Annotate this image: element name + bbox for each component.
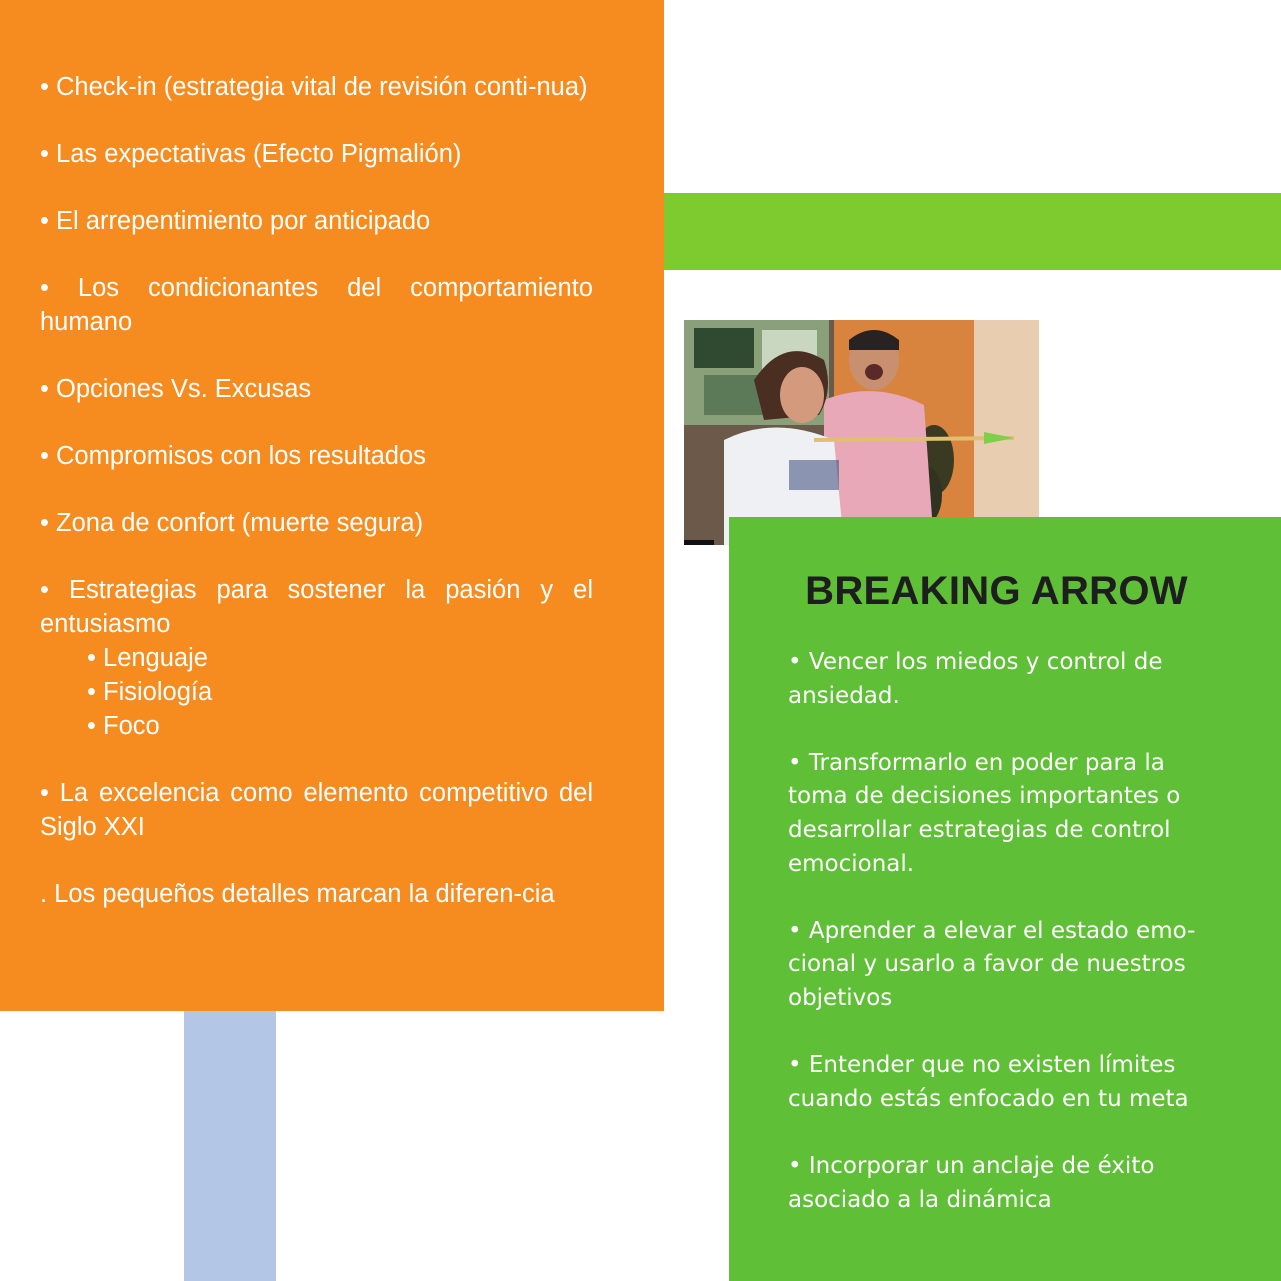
- list-item: • Entender que no existen límites cuando estás enfocado en tu meta: [788, 1052, 1189, 1112]
- decorative-green-stripe: [664, 193, 1281, 270]
- list-item: • Las expectativas (Efecto Pigmalión): [40, 140, 462, 168]
- list-item: • Los condicionantes del comportamiento humano: [40, 274, 593, 336]
- list-item: • Transformarlo en poder para la toma de decisiones importantes o desarrollar estrategias de control emocional.: [788, 749, 1181, 877]
- list-item: • El arrepentimiento por anticipado: [40, 207, 431, 235]
- list-item: • Opciones Vs. Excusas: [40, 375, 312, 403]
- sub-list-item: • Foco: [87, 712, 160, 740]
- breaking-arrow-panel: [729, 517, 1281, 1281]
- sub-list-wrapper: [40, 641, 593, 743]
- list-item: • Aprender a elevar el estado emo-cional y usarlo a favor de nuestros objetivos: [788, 917, 1196, 1011]
- list-item: • Check-in (estrategia vital de revisión conti-nua): [40, 73, 588, 101]
- list-item: • Incorporar un anclaje de éxito asociado a la dinámica: [788, 1152, 1155, 1213]
- decorative-blue-bar: [184, 1005, 276, 1281]
- breaking-arrow-list: [788, 646, 1203, 1251]
- list-item: • La excelencia como elemento competitivo del Siglo XXI: [40, 779, 593, 841]
- photo-illustration: [684, 320, 1039, 545]
- list-item: • Compromisos con los resultados: [40, 442, 426, 470]
- list-item: . Los pequeños detalles marcan la diferen-cia: [40, 880, 555, 908]
- list-item: • Zona de confort (muerte segura): [40, 509, 424, 537]
- sub-list-item: • Fisiología: [87, 678, 213, 706]
- list-item: • Estrategias para sostener la pasión y el entusiasmo: [40, 576, 593, 638]
- sub-list-item: • Lenguaje: [87, 644, 208, 672]
- orange-content-panel: [0, 0, 664, 1011]
- topics-list: [40, 70, 593, 944]
- list-item: • Vencer los miedos y control de ansiedad.: [788, 649, 1163, 709]
- photo-two-people-breaking-arrow: [684, 320, 1039, 545]
- passion-strategies-sublist: [40, 641, 593, 743]
- panel-title: BREAKING ARROW: [805, 569, 1188, 613]
